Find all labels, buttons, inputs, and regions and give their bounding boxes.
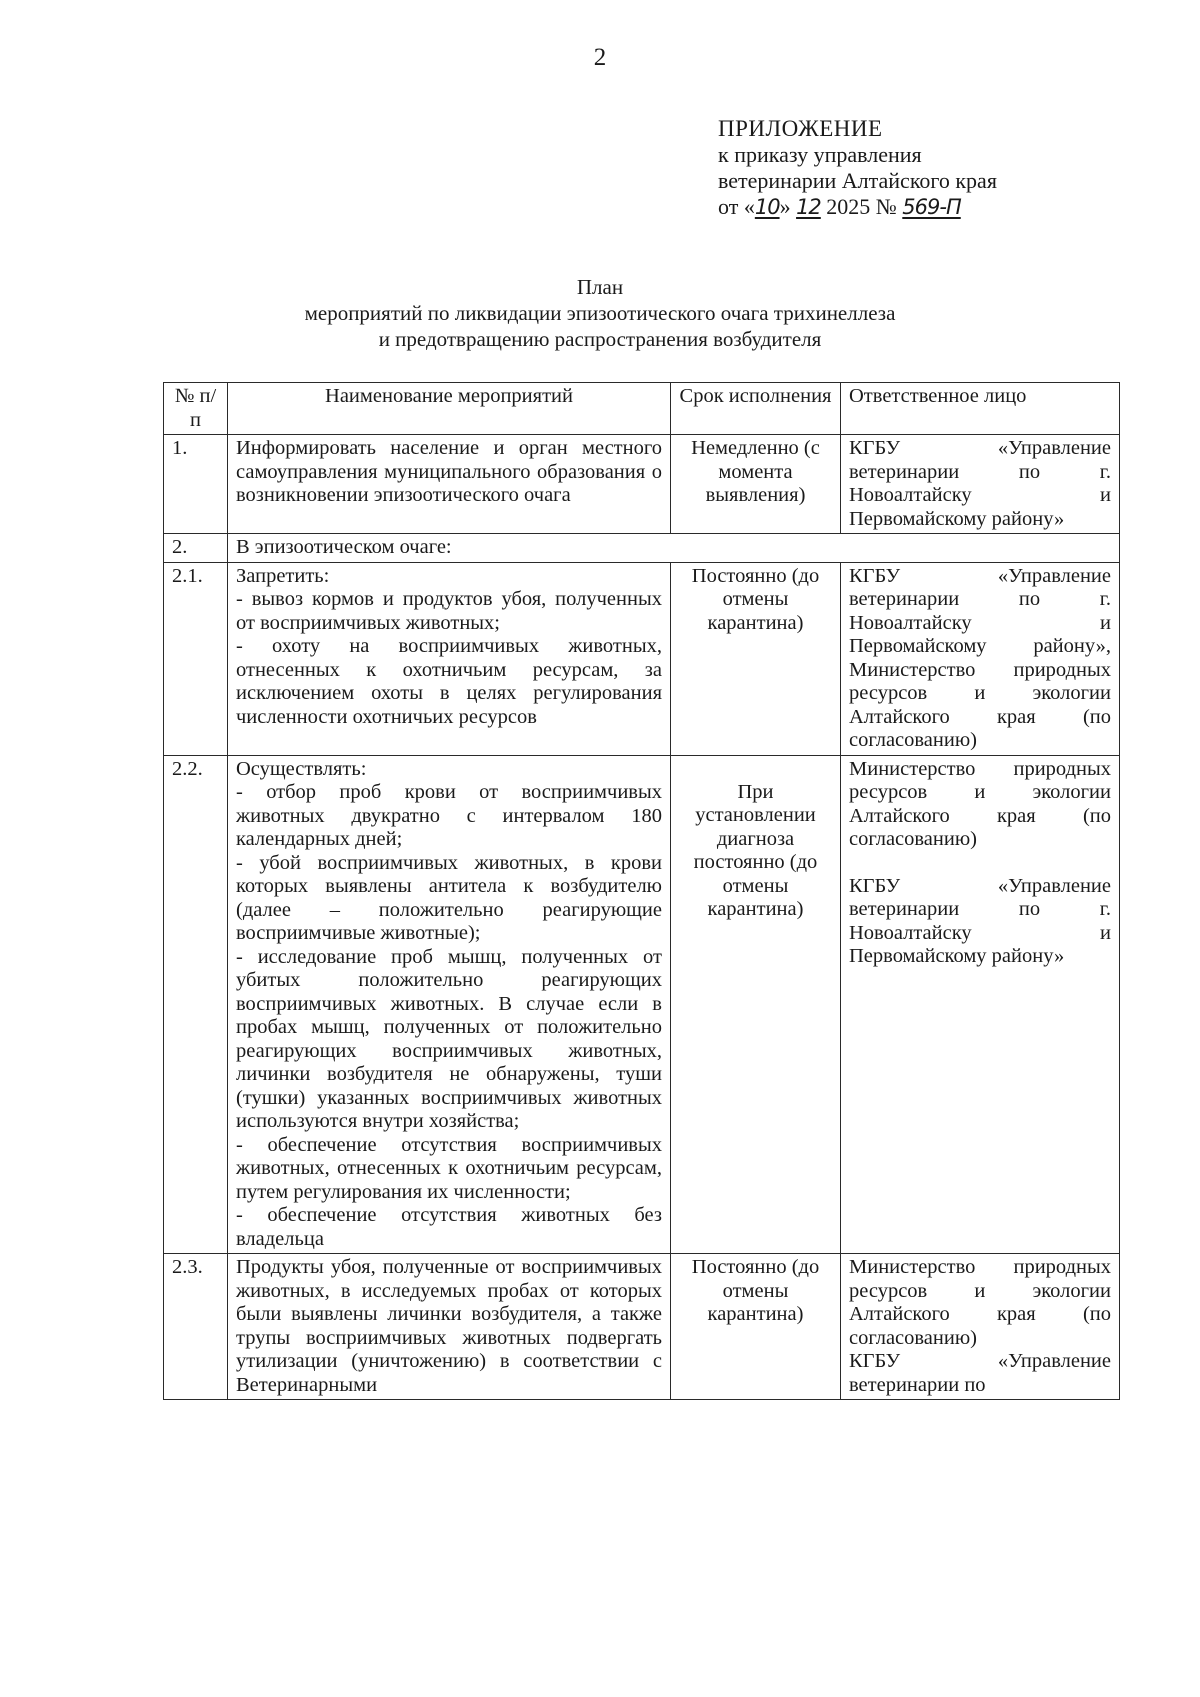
- header-number: № п/п: [164, 383, 228, 435]
- row-section-heading: В эпизоотическом очаге:: [228, 534, 1120, 563]
- table-row: [164, 755, 1120, 1254]
- appendix-header: [718, 116, 997, 220]
- activity-line: - обеспечение отсутствия животных без владельца: [236, 1204, 662, 1250]
- date-mid: »: [779, 194, 791, 219]
- handwritten-day: 10: [754, 195, 780, 219]
- table-row: [164, 562, 1120, 755]
- appendix-title: ПРИЛОЖЕНИЕ: [718, 116, 883, 141]
- table-row: [164, 534, 1120, 563]
- row-responsible: КГБУ «Управление ветеринарии по г. Новоалтайску и Первомайскому району», Министерство природных ресурсов и экологии Алтайского края (по согласованию): [841, 562, 1120, 755]
- row-term: Постоянно (до отмены карантина): [671, 562, 841, 755]
- row-number: 2.: [164, 534, 228, 563]
- responsible-line: КГБУ «Управление ветеринарии по: [849, 1350, 1111, 1396]
- title-line-1: План: [576, 275, 624, 299]
- plan-table: [163, 382, 1120, 1400]
- row-activity: [228, 562, 671, 755]
- row-number: 2.3.: [164, 1254, 228, 1400]
- responsible-line: КГБУ «Управление ветеринарии по г. Новоалтайску и Первомайскому району»: [849, 874, 1111, 967]
- date-prefix: от «: [718, 194, 755, 219]
- row-number: 1.: [164, 435, 228, 534]
- header-term: Срок исполнения: [671, 383, 841, 435]
- title-line-3: и предотвращению распространения возбудителя: [378, 327, 822, 351]
- row-responsible: [841, 755, 1120, 1254]
- activity-line: - охоту на восприимчивых животных, отнесенных к охотничьим ресурсам, за исключением охоты в целях регулирования численности охотничьих ресурсов: [236, 635, 662, 728]
- header-responsible: Ответственное лицо: [841, 383, 1120, 435]
- table-row: [164, 1254, 1120, 1400]
- page-number: 2: [593, 44, 607, 71]
- year-and-number-label: 2025 №: [826, 194, 897, 219]
- activity-line: - исследование проб мышц, полученных от убитых положительно реагирующих восприимчивых животных. В случае если в пробах мышц, полученных от положительно реагирующих восприимчивых животных, личинки возбудителя не обнаружены, туши (тушки) указанных восприимчивых животных используются внутри хозяйства;: [236, 945, 662, 1132]
- table-header-row: [164, 383, 1120, 435]
- activity-line: - вывоз кормов и продуктов убоя, полученных от восприимчивых животных;: [236, 588, 662, 634]
- handwritten-order-number: 569-П: [902, 195, 961, 219]
- row-activity: Продукты убоя, полученные от восприимчивых животных, в исследуемых пробах от которых были выявлены личинки возбудителя, а также трупы восприимчивых животных подвергать утилизации (уничтожению) в соответствии с Ветеринарными: [228, 1254, 671, 1400]
- title-line-2: мероприятий по ликвидации эпизоотического очага трихинеллеза: [304, 301, 896, 325]
- row-term: Немедленно (с момента выявления): [671, 435, 841, 534]
- handwritten-month: 12: [796, 195, 821, 219]
- term-text: При установлении диагноза постоянно (до отмены карантина): [693, 780, 818, 920]
- activity-line: Запретить:: [236, 564, 330, 587]
- responsible-line: Министерство природных ресурсов и экологии Алтайского края (по согласованию): [849, 757, 1111, 850]
- activity-line: - убой восприимчивых животных, в крови которых выявлены антитела к возбудителю (далее – положительно реагирующие восприимчивые животные);: [236, 851, 662, 944]
- appendix-line-2: ветеринарии Алтайского края: [718, 168, 997, 193]
- activity-line: - отбор проб крови от восприимчивых животных двукратно с интервалом 180 календарных дней;: [236, 781, 662, 850]
- row-responsible: КГБУ «Управление ветеринарии по г. Новоалтайску и Первомайскому району»: [841, 435, 1120, 534]
- responsible-line: Министерство природных ресурсов и экологии Алтайского края (по согласованию): [849, 1256, 1111, 1349]
- activity-line: Осуществлять:: [236, 757, 367, 780]
- appendix-date-line: [718, 194, 997, 220]
- row-activity: [228, 755, 671, 1254]
- header-name: Наименование мероприятий: [228, 383, 671, 435]
- row-activity: Информировать население и орган местного самоуправления муниципального образования о возникновении эпизоотического очага: [228, 435, 671, 534]
- row-number: 2.1.: [164, 562, 228, 755]
- table-row: [164, 435, 1120, 534]
- appendix-line-1: к приказу управления: [718, 142, 922, 167]
- row-number: 2.2.: [164, 755, 228, 1254]
- row-term: Постоянно (до отмены карантина): [671, 1254, 841, 1400]
- row-responsible: [841, 1254, 1120, 1400]
- activity-line: - обеспечение отсутствия восприимчивых животных, отнесенных к охотничьим ресурсам, путем регулирования их численности;: [236, 1133, 662, 1203]
- document-title: [0, 274, 1200, 352]
- row-term: [671, 755, 841, 1254]
